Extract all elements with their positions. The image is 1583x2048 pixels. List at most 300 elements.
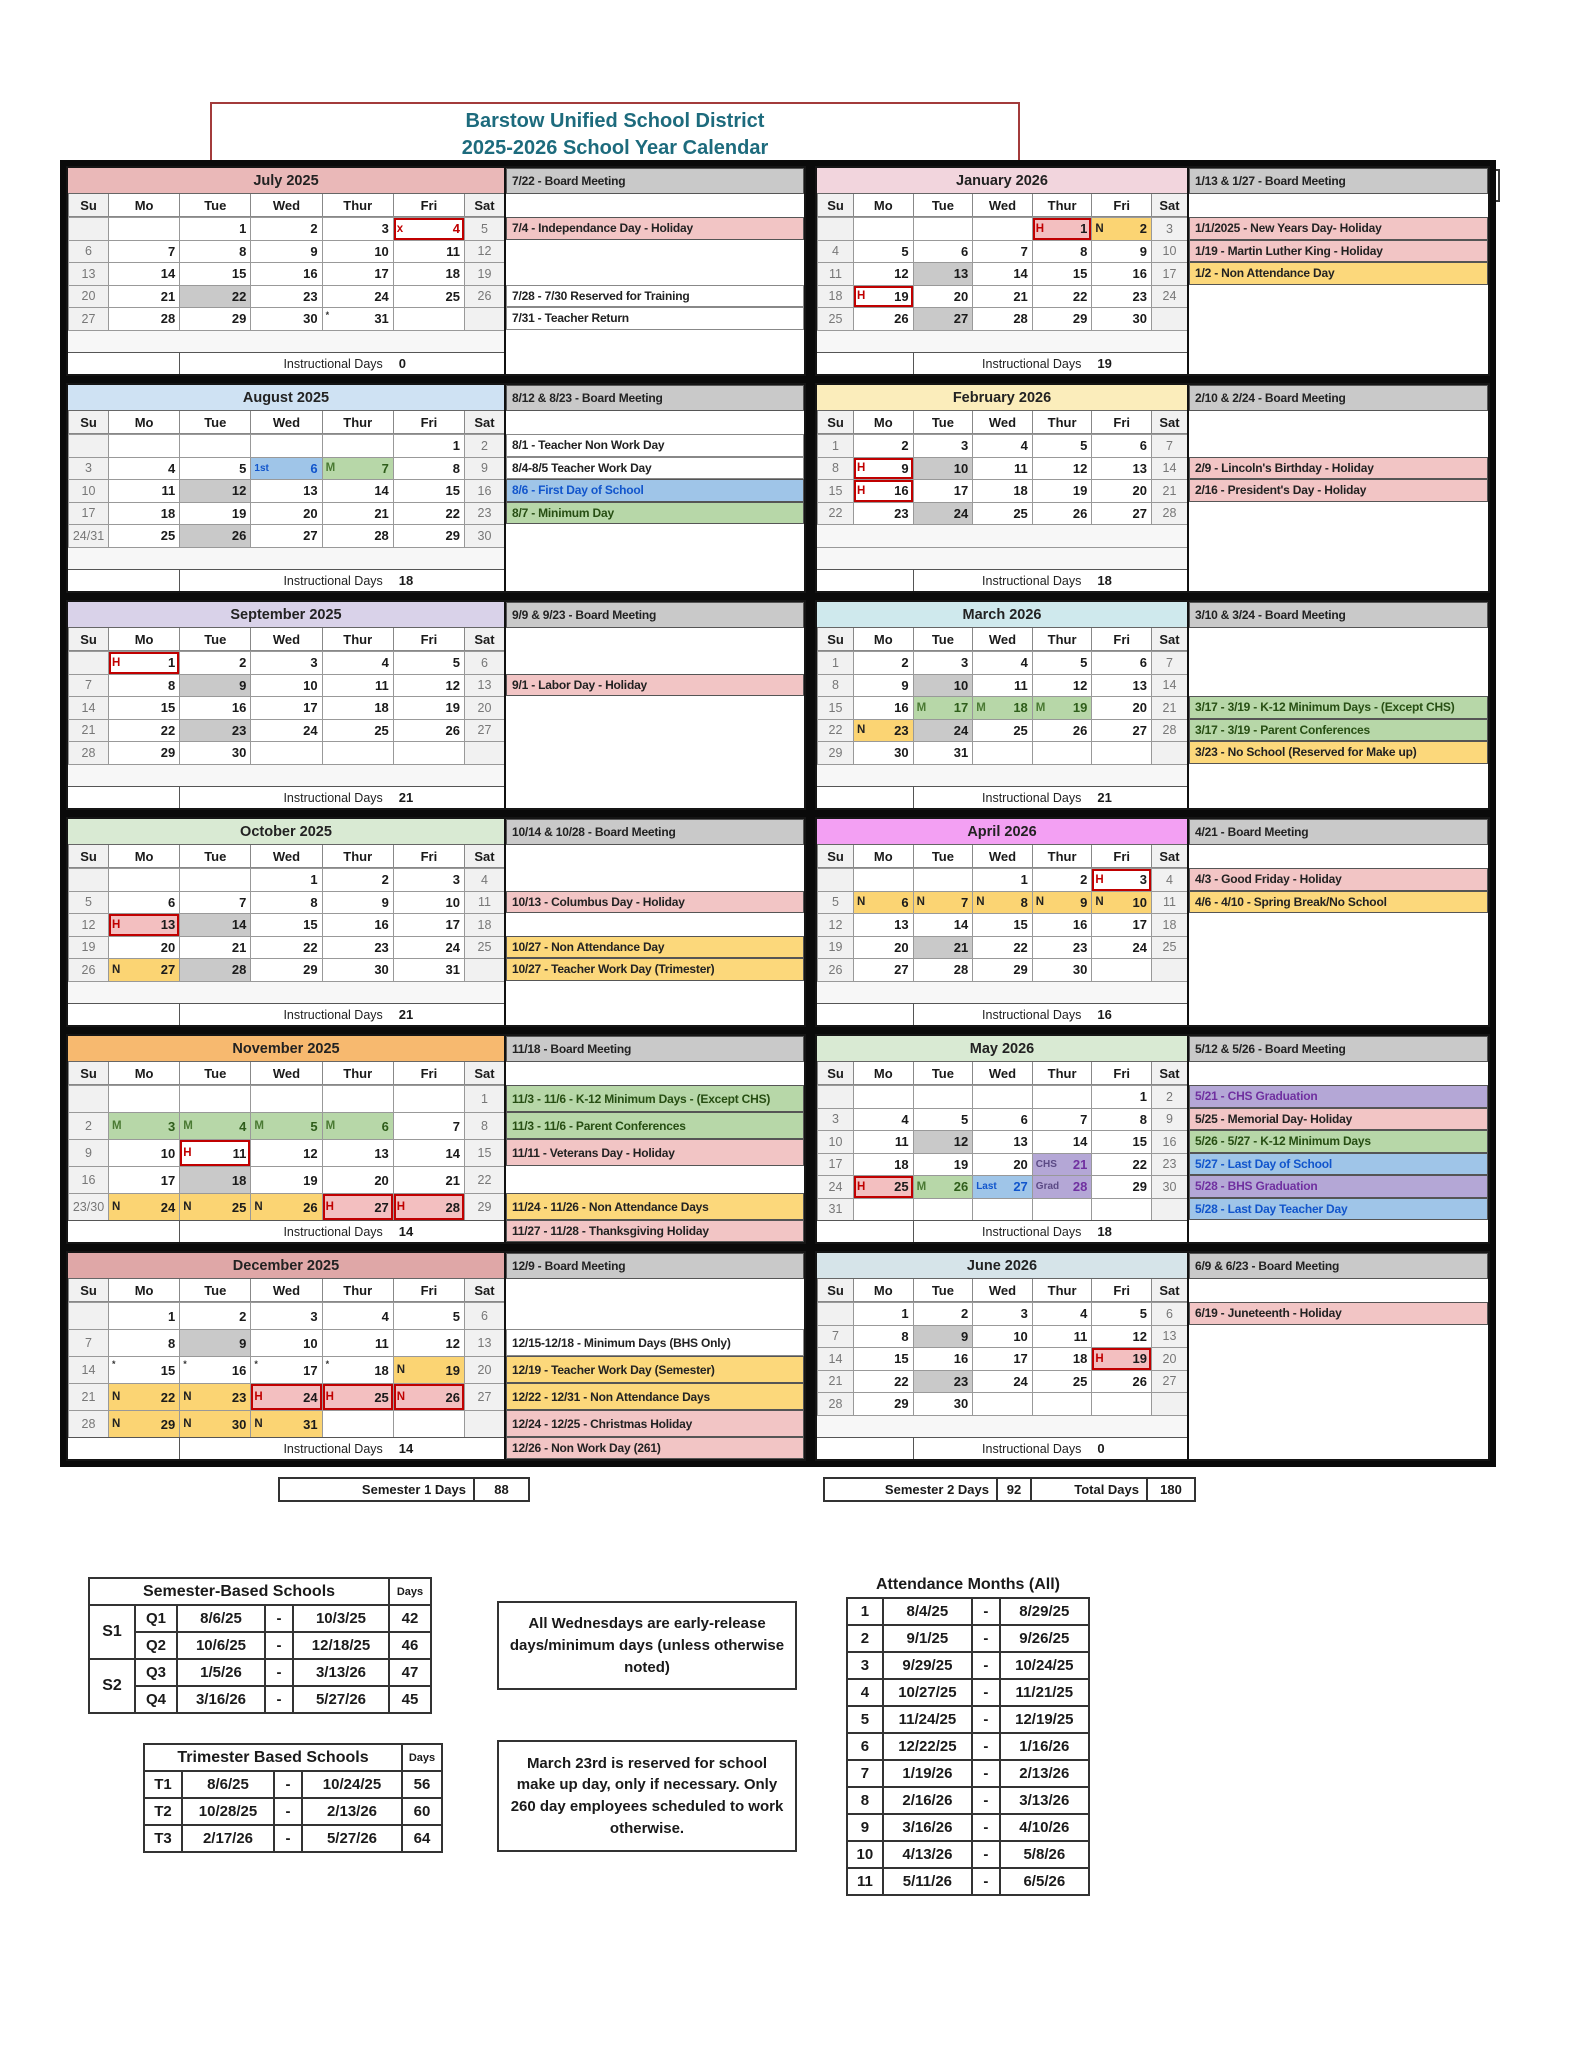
day-cell: [322, 457, 393, 480]
day-cell: [1151, 719, 1187, 742]
day-number: 21: [1013, 288, 1028, 304]
day-number: 29: [160, 1416, 176, 1432]
day-number: 26: [81, 962, 96, 977]
day-cell: [393, 651, 464, 674]
day-cell: [322, 1410, 393, 1437]
day-cell: [817, 1108, 853, 1131]
note-band: 5/26 - 5/27 - K-12 Minimum Days: [1187, 1130, 1488, 1153]
day-number: 23: [1132, 288, 1147, 304]
instructional-sat-spacer: [1151, 786, 1187, 808]
day-marker: *: [183, 1359, 187, 1369]
month-title: February 2026: [817, 385, 1187, 411]
day-header: Su: [68, 845, 108, 868]
day-cell: [464, 262, 504, 285]
day-number: 27: [953, 311, 969, 327]
table-row: [144, 1771, 442, 1798]
instructional-sat-spacer: [1151, 1220, 1187, 1242]
day-cell: [913, 1370, 973, 1393]
day-cell: [913, 1130, 973, 1153]
day-cell: [972, 1325, 1032, 1348]
start-date-cell: 9/1/25: [883, 1625, 972, 1652]
day-number: 12: [445, 677, 460, 693]
day-cell: [913, 1198, 973, 1221]
day-cell: [108, 741, 179, 764]
note-blank: [1187, 352, 1488, 374]
day-marker: N: [112, 1201, 121, 1213]
day-cell: [853, 1085, 913, 1108]
end-date-cell: 9/26/25: [1000, 1625, 1089, 1652]
instructional-sat-spacer: [464, 569, 504, 591]
note-band: 11/24 - 11/26 - Non Attendance Days: [504, 1193, 804, 1220]
day-number: 16: [477, 483, 492, 498]
day-cell: [393, 1139, 464, 1166]
day-number: 26: [445, 1389, 460, 1405]
day-cell: [853, 1302, 913, 1325]
month-number-cell: 9: [847, 1814, 883, 1841]
day-number: 4: [381, 1308, 389, 1324]
day-number: 27: [477, 723, 492, 738]
day-cell: [68, 524, 108, 547]
day-header: Thur: [1032, 1062, 1092, 1085]
instructional-sat-spacer: [464, 1003, 504, 1025]
day-cell: [853, 719, 913, 742]
day-header: Wed: [972, 194, 1032, 217]
day-cell: [1032, 1153, 1092, 1176]
day-cell: [913, 1153, 973, 1176]
day-cell: [250, 240, 321, 263]
day-number: 23: [374, 939, 389, 955]
day-cell: [972, 741, 1032, 764]
day-number: 5: [452, 1308, 460, 1324]
note-blank: [1187, 1347, 1488, 1370]
day-number: 24: [953, 505, 969, 521]
day-cell: [68, 262, 108, 285]
day-number: 14: [231, 917, 247, 933]
day-cell: [817, 502, 853, 525]
day-cell: [322, 524, 393, 547]
day-cell: [817, 1325, 853, 1348]
day-cell: [322, 1166, 393, 1193]
note-band: 8/12 & 8/23 - Board Meeting: [504, 385, 804, 411]
day-cell: [1151, 240, 1187, 263]
note-band: 11/3 - 11/6 - K-12 Minimum Days - (Except CHS): [504, 1085, 804, 1112]
day-number: 30: [1162, 1179, 1177, 1194]
day-cell: [1091, 307, 1151, 330]
day-cell: [108, 868, 179, 891]
day-cell: [68, 1410, 108, 1437]
semester-table: [88, 1577, 432, 1714]
table-row: [847, 1598, 1089, 1625]
day-cell: [68, 1112, 108, 1139]
month-january-2026: [815, 166, 1490, 376]
day-cell: [972, 696, 1032, 719]
day-cell: [179, 434, 250, 457]
note-band: 1/2 - Non Attendance Day: [1187, 262, 1488, 285]
day-number: 28: [445, 1199, 460, 1215]
day-number: 30: [1072, 962, 1088, 978]
day-number: 23: [477, 506, 492, 521]
day-cell: [1091, 479, 1151, 502]
day-number: 30: [894, 745, 909, 761]
day-header: Tue: [913, 845, 973, 868]
day-header: Sat: [464, 1279, 504, 1302]
day-cell: [913, 1347, 973, 1370]
month-number-cell: 1: [847, 1598, 883, 1625]
day-number: 15: [1072, 266, 1088, 282]
instructional-days-value: 14: [393, 1220, 464, 1242]
note-band: 1/19 - Martin Luther King - Holiday: [1187, 240, 1488, 263]
day-cell: [853, 434, 913, 457]
day-cell: [108, 1193, 179, 1220]
day-cell: [817, 936, 853, 959]
page-title: [210, 102, 1020, 168]
day-number: 11: [894, 1134, 909, 1150]
day-number: 27: [894, 962, 909, 978]
month-number-cell: 6: [847, 1733, 883, 1760]
note-blank: [1187, 913, 1488, 936]
day-header: Mo: [853, 411, 913, 434]
day-cell: [817, 868, 853, 891]
day-number: 11: [829, 266, 842, 281]
day-cell: [108, 696, 179, 719]
day-cell: [464, 936, 504, 959]
day-cell: [108, 674, 179, 697]
day-marker: H: [1095, 873, 1104, 886]
day-cell: [464, 674, 504, 697]
start-date-cell: 3/16/26: [177, 1686, 265, 1713]
day-number: 12: [477, 244, 492, 259]
semester2-days-value: 92: [996, 1477, 1032, 1502]
day-header: Fri: [1091, 1062, 1151, 1085]
day-number: 13: [953, 266, 969, 282]
day-cell: [464, 1139, 504, 1166]
day-number: 10: [81, 483, 96, 498]
day-cell: [853, 1198, 913, 1221]
day-number: 4: [1020, 438, 1028, 454]
note-band: 6/9 & 6/23 - Board Meeting: [1187, 1253, 1488, 1279]
day-number: 10: [953, 460, 969, 476]
day-cell: [393, 696, 464, 719]
day-header: Su: [817, 1062, 853, 1085]
day-header: Fri: [393, 411, 464, 434]
day-cell: [972, 1347, 1032, 1370]
day-number: 14: [160, 266, 176, 282]
calendar-year-subtitle: 2025-2026 School Year Calendar: [461, 137, 769, 159]
table-row: [847, 1868, 1089, 1895]
day-cell: [322, 891, 393, 914]
day-number: 1: [901, 1306, 909, 1322]
start-date-cell: 1/5/26: [177, 1659, 265, 1686]
day-header: Thur: [322, 194, 393, 217]
day-cell: [250, 217, 321, 240]
note-blank: [504, 696, 804, 719]
instructional-sat-spacer: [1151, 1003, 1187, 1025]
day-number: 20: [477, 1363, 492, 1377]
day-number: 18: [1072, 1351, 1088, 1367]
day-cell: [853, 479, 913, 502]
day-cell: [464, 524, 504, 547]
day-cell: [853, 1153, 913, 1176]
note-band: 8/1 - Teacher Non Work Day: [504, 434, 804, 457]
instructional-spacer: [68, 1437, 179, 1459]
day-number: 27: [160, 962, 176, 978]
end-date-cell: 10/24/25: [1000, 1652, 1089, 1679]
day-cell: [464, 1410, 504, 1437]
day-cell: [108, 502, 179, 525]
day-cell: [179, 1193, 250, 1220]
note-blank: [504, 845, 804, 868]
day-cell: [68, 958, 108, 981]
instructional-days-value: 0: [393, 352, 464, 374]
note-band: 5/12 & 5/26 - Board Meeting: [1187, 1036, 1488, 1062]
day-marker: N: [916, 896, 925, 909]
note-band: 5/25 - Memorial Day- Holiday: [1187, 1108, 1488, 1131]
day-cell: [179, 1112, 250, 1139]
day-cell: [853, 285, 913, 308]
day-cell: [393, 240, 464, 263]
start-date-cell: 5/11/26: [883, 1868, 972, 1895]
day-number: 19: [445, 1362, 460, 1378]
day-number: 18: [231, 1172, 247, 1188]
day-header: Tue: [179, 628, 250, 651]
day-number: 2: [1080, 872, 1088, 888]
dash-cell: -: [265, 1632, 293, 1659]
day-number: 22: [303, 939, 318, 955]
day-header: Wed: [972, 845, 1032, 868]
day-marker: H: [112, 918, 121, 931]
day-number: 2: [1166, 1089, 1173, 1104]
day-number: 19: [81, 940, 96, 955]
day-number: 27: [81, 311, 96, 326]
day-cell: [393, 524, 464, 547]
day-cell: [1091, 674, 1151, 697]
day-number: 30: [1132, 311, 1147, 327]
day-cell: [322, 741, 393, 764]
note-band: 11/27 - 11/28 - Thanksgiving Holiday: [504, 1220, 804, 1242]
day-marker: *: [325, 310, 330, 320]
note-blank: [1187, 1003, 1488, 1025]
day-cell: [250, 1166, 321, 1193]
day-header: Tue: [179, 1279, 250, 1302]
day-number: 6: [381, 1118, 389, 1134]
day-number: 13: [894, 917, 909, 933]
day-header: Su: [817, 845, 853, 868]
day-number: 5: [1080, 655, 1088, 671]
instructional-spacer: [68, 569, 179, 591]
day-number: 25: [160, 528, 176, 544]
day-number: 24: [1132, 939, 1147, 955]
day-cell: [1151, 674, 1187, 697]
day-cell: [853, 1108, 913, 1131]
note-blank: [504, 194, 804, 217]
month-april-2026: [815, 817, 1490, 1027]
days-column-header: Days: [402, 1744, 442, 1771]
day-marker: N: [112, 1418, 121, 1430]
day-header: Mo: [853, 628, 913, 651]
day-cell: [817, 1302, 853, 1325]
day-cell: [393, 1193, 464, 1220]
month-title: August 2025: [68, 385, 504, 411]
day-cell: [913, 696, 973, 719]
day-cell: [250, 1329, 321, 1356]
day-cell: [393, 674, 464, 697]
day-header: Thur: [1032, 628, 1092, 651]
day-header: Mo: [108, 628, 179, 651]
day-number: 17: [1013, 1351, 1028, 1367]
day-cell: [972, 674, 1032, 697]
day-cell: [1091, 1347, 1151, 1370]
day-cell: [972, 891, 1032, 914]
day-number: 21: [374, 505, 389, 521]
day-cell: [68, 1193, 108, 1220]
note-band: 4/3 - Good Friday - Holiday: [1187, 868, 1488, 891]
day-number: 1: [452, 438, 460, 454]
day-cell: [393, 741, 464, 764]
day-number: 18: [1013, 483, 1028, 499]
day-number: 15: [828, 700, 843, 715]
day-header: Wed: [250, 194, 321, 217]
day-number: 8: [310, 894, 318, 910]
day-number: 21: [445, 1172, 460, 1188]
day-cell: [393, 479, 464, 502]
day-number: 19: [477, 266, 492, 281]
dash-cell: -: [972, 1733, 1000, 1760]
day-cell: [464, 1302, 504, 1329]
day-cell: [913, 891, 973, 914]
start-date-cell: 2/16/26: [883, 1787, 972, 1814]
day-marker: N: [183, 1391, 192, 1403]
day-cell: [1091, 502, 1151, 525]
start-date-cell: 8/6/25: [182, 1771, 274, 1798]
quarter-cell: Q1: [135, 1605, 177, 1632]
day-cell: [913, 651, 973, 674]
day-header: Wed: [250, 1062, 321, 1085]
day-number: 15: [445, 483, 460, 499]
note-blank: [504, 1279, 804, 1302]
day-number: 24: [828, 1179, 843, 1194]
end-date-cell: 2/13/26: [302, 1798, 402, 1825]
note-blank: [504, 1062, 804, 1085]
day-cell: [1151, 217, 1187, 240]
day-number: 21: [81, 723, 96, 738]
day-number: 18: [445, 266, 460, 282]
day-cell: [322, 1356, 393, 1383]
day-cell: [817, 958, 853, 981]
day-number: 11: [1073, 1328, 1088, 1344]
note-band: 12/9 - Board Meeting: [504, 1253, 804, 1279]
day-number: 7: [1166, 655, 1173, 670]
note-blank: [1187, 569, 1488, 591]
day-number: 13: [1132, 460, 1147, 476]
day-cell: [179, 1329, 250, 1356]
day-number: 4: [832, 244, 839, 259]
day-header: Tue: [913, 194, 973, 217]
day-cell: [108, 524, 179, 547]
day-cell: [972, 457, 1032, 480]
day-number: 26: [303, 1199, 318, 1215]
start-date-cell: 10/6/25: [177, 1632, 265, 1659]
day-header: Mo: [108, 1279, 179, 1302]
day-cell: [817, 240, 853, 263]
day-header: Fri: [393, 845, 464, 868]
day-cell: [1151, 479, 1187, 502]
day-number: 30: [231, 745, 247, 761]
day-cell: [179, 1410, 250, 1437]
day-header: Sat: [464, 845, 504, 868]
days-cell: 45: [389, 1686, 431, 1713]
day-number: 18: [477, 917, 492, 932]
day-cell: [853, 262, 913, 285]
day-number: 9: [901, 677, 909, 693]
day-number: 15: [303, 917, 318, 933]
day-number: 4: [239, 1118, 247, 1134]
day-number: 20: [477, 700, 492, 715]
day-cell: [972, 1175, 1032, 1198]
day-cell: [393, 1085, 464, 1112]
day-number: 3: [960, 655, 969, 671]
day-number: 30: [303, 311, 318, 327]
day-cell: [853, 502, 913, 525]
day-cell: [179, 502, 250, 525]
day-marker: *: [325, 1359, 330, 1369]
note-band: 11/3 - 11/6 - Parent Conferences: [504, 1112, 804, 1139]
day-cell: [393, 913, 464, 936]
day-number: 8: [1139, 1111, 1147, 1127]
start-date-cell: 3/16/26: [883, 1814, 972, 1841]
day-cell: [817, 1130, 853, 1153]
day-number: 25: [828, 311, 843, 326]
day-number: 2: [1139, 221, 1147, 237]
day-marker: M: [1035, 701, 1046, 714]
day-cell: [853, 958, 913, 981]
instructional-days-label: Instructional Days: [913, 1003, 1092, 1025]
day-marker: N: [396, 1364, 406, 1376]
day-number: 12: [953, 1134, 969, 1150]
day-cell: [913, 741, 973, 764]
day-cell: [1032, 1085, 1092, 1108]
day-cell: [1151, 696, 1187, 719]
day-marker: H: [1095, 1352, 1104, 1365]
day-number: 23: [231, 1389, 247, 1405]
day-cell: [853, 891, 913, 914]
day-number: 20: [1132, 700, 1147, 716]
day-number: 2: [310, 221, 318, 237]
trimester-cell: T3: [144, 1825, 182, 1852]
day-cell: [913, 1108, 973, 1131]
day-number: 17: [953, 483, 969, 499]
day-cell: [1151, 936, 1187, 959]
day-cell: [179, 741, 250, 764]
day-cell: [972, 1198, 1032, 1221]
day-number: 1: [310, 872, 318, 888]
day-header: Su: [68, 1279, 108, 1302]
day-cell: [853, 1175, 913, 1198]
day-number: 25: [477, 940, 492, 955]
instructional-spacer: [817, 786, 913, 808]
end-date-cell: 5/27/26: [293, 1686, 389, 1713]
day-number: 20: [894, 939, 909, 955]
day-cell: [1091, 1130, 1151, 1153]
note-blank: [504, 651, 804, 674]
day-number: 4: [481, 872, 488, 887]
trimester-cell: T1: [144, 1771, 182, 1798]
month-title: November 2025: [68, 1036, 504, 1062]
day-header: Tue: [913, 628, 973, 651]
day-cell: [108, 1166, 179, 1193]
note-band: 12/15-12/18 - Minimum Days (BHS Only): [504, 1329, 804, 1356]
instructional-spacer: [68, 786, 179, 808]
semester-cell: S1: [89, 1605, 135, 1659]
